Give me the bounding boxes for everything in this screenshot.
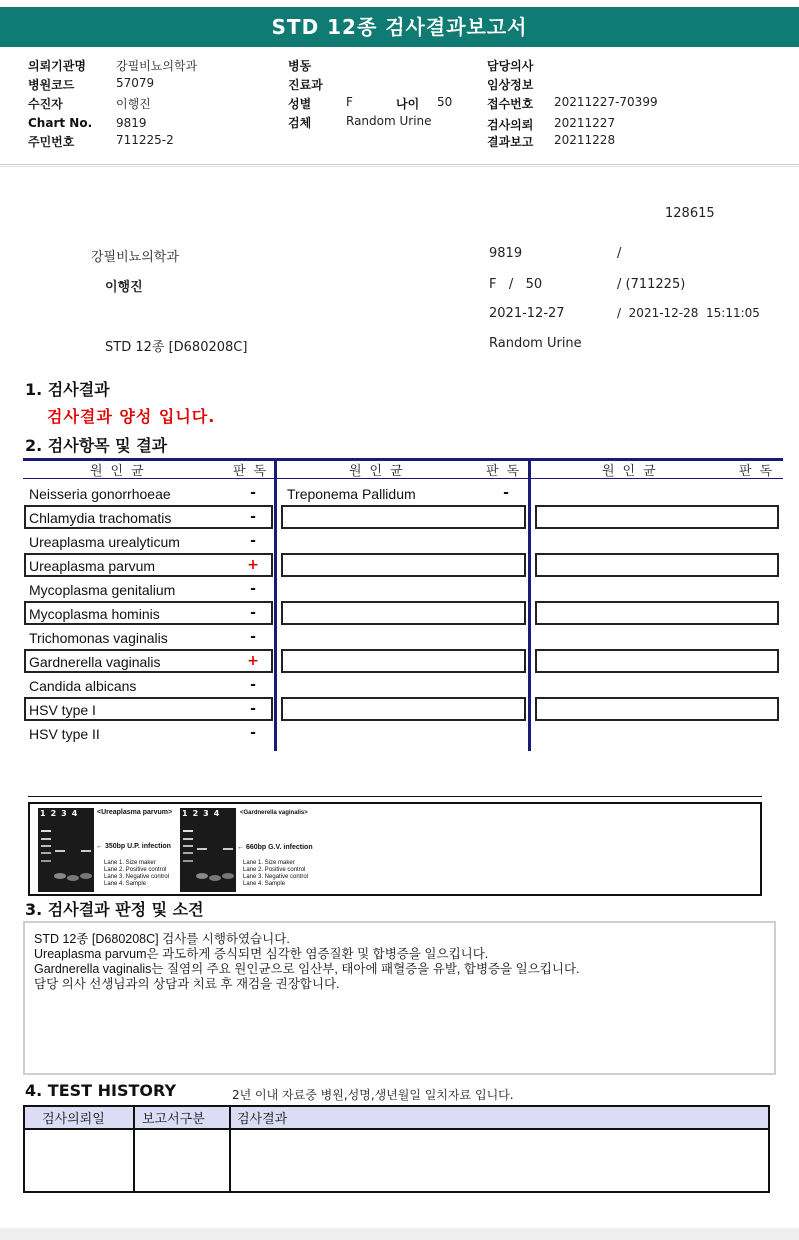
value-request-date: 20211227 [554,116,616,130]
summary-clinic: 강필비뇨의학과 [91,250,179,265]
organism-name: Trichomonas vaginalis [29,630,168,646]
label-age: 나이 [396,97,420,111]
value-rrn: 711225-2 [116,133,174,147]
organism-result: - [250,629,256,645]
organism-name: Treponema Pallidum [287,486,416,502]
organism-name: Mycoplasma genitalium [29,582,176,598]
value-hospital-code: 57079 [116,76,155,90]
row-box [281,697,526,721]
row-box [535,649,779,673]
header-organism: 원인균 [602,464,664,479]
history-header [25,1107,768,1130]
gel-top-line [28,796,762,797]
section1-title: 1. 검사결과 [25,380,110,399]
organism-name: Mycoplasma hominis [29,606,160,622]
label-department: 진료과 [288,78,323,92]
gel-panel1-marker: ← 350bp U.P. infection [96,843,171,850]
divider [0,164,799,165]
summary-slash: / [617,246,622,261]
header-organism: 원인균 [349,464,411,479]
value-client: 강필비뇨의학과 [116,59,198,73]
label-doctor: 담당의사 [487,59,534,73]
label-patient: 수진자 [28,97,63,111]
section2-title: 2. 검사항목 및 결과 [25,436,168,455]
organism-name: Ureaplasma urealyticum [29,534,180,550]
summary-id: 128615 [665,206,715,221]
gel-panel1-legend: Lane 1. Size maker Lane 2. Positive control Lane 3. Negative control Lane 4. Sample [104,860,170,887]
section1-result: 검사결과 양성 입니다. [47,407,216,426]
organism-name-positive: Ureaplasma parvum [29,558,156,574]
gel-image [28,802,762,896]
history-table [23,1105,770,1193]
organism-result: - [250,725,256,741]
organism-result: - [250,581,256,597]
organism-result: - [250,485,256,501]
organism-result: - [503,485,509,501]
section4-note: 2년 이내 자료중 병원,성명,생년월일 일치자료 입니다. [232,1088,514,1102]
label-receipt-no: 접수번호 [487,97,534,111]
value-specimen: Random Urine [346,114,432,128]
organism-name: Chlamydia trachomatis [29,510,172,526]
organism-result: - [250,605,256,621]
opinion-line: STD 12종 [D680208C] 검사를 시행하였습니다. [34,932,290,946]
label-rrn: 주민번호 [28,135,75,149]
label-request-date: 검사의뢰 [487,118,534,132]
summary-patient: 이행진 [105,280,143,295]
value-age: 50 [437,95,453,109]
report-title: STD 12종 검사결과보고서 [0,7,799,47]
opinion-line: 담당 의사 선생님과의 상담과 치료 후 재검을 권장합니다. [34,977,340,991]
organism-result-positive: + [247,557,259,573]
history-col-request-date: 검사의뢰일 [42,1112,105,1127]
gel-panel2-legend: Lane 1. Size maker Lane 2. Positive control Lane 3. Negative control Lane 4. Sample [243,860,309,887]
gel-lane-image [180,808,236,892]
value-receipt-no: 20211227-70399 [554,95,658,109]
summary-test-name: STD 12종 [D680208C] [105,340,248,355]
organism-name: Neisseria gonorrhoeae [29,486,171,502]
opinion-line: Gardnerella vaginalis는 질염의 주요 원인균으로 임산부, 태아에 패혈증을 유발, 합병증을 일으킵니다. [34,962,580,976]
organism-name: HSV type II [29,726,100,742]
organism-name: Candida albicans [29,678,137,694]
label-clinical-info: 임상정보 [487,78,534,92]
label-chart: Chart No. [28,116,93,130]
organism-name-positive: Gardnerella vaginalis [29,654,161,670]
label-sex: 성별 [288,97,312,111]
row-box [535,697,779,721]
footer-bar [0,1228,799,1240]
row-box [281,553,526,577]
summary-birth: / (711225) [617,277,686,292]
label-specimen: 검체 [288,116,312,130]
value-report-date: 20211228 [554,133,616,147]
summary-chart: 9819 [489,246,523,261]
opinion-box [23,921,776,1075]
gel-panel2-title: <Gardnerella vaginalis> [240,810,308,816]
opinion-line: Ureaplasma parvum은 과도하게 증식되면 심각한 염증질환 및 합병증을 일으킵니다. [34,947,489,961]
organism-result: - [250,677,256,693]
summary-date-received: 2021-12-27 [489,306,565,321]
history-col-report-type: 보고서구분 [142,1112,205,1127]
label-ward: 병동 [288,59,312,73]
column-divider [528,458,531,751]
organism-result-positive: + [247,653,259,669]
section4-title: 4. TEST HISTORY [25,1081,177,1100]
section3-title: 3. 검사결과 판정 및 소견 [25,900,204,919]
summary-date-reported: / 2021-12-28 15:11:05 [617,306,760,320]
divider [0,166,799,167]
gel-lane-image [38,808,94,892]
column-divider [133,1107,135,1191]
organism-result: - [250,533,256,549]
header-judgement: 판독 [486,464,528,479]
header-judgement: 판독 [233,464,275,479]
summary-sex-age: F / 50 [489,277,543,292]
value-chart: 9819 [116,116,147,130]
organism-name: HSV type I [29,702,96,718]
header-judgement: 판독 [739,464,781,479]
organism-result: - [250,701,256,717]
label-client: 의뢰기관명 [28,59,86,73]
history-col-result: 검사결과 [237,1112,288,1127]
value-sex: F [346,95,353,109]
gel-lane-numbers: 1234 [182,809,225,818]
label-hospital-code: 병원코드 [28,78,75,92]
row-box [281,505,526,529]
gel-panel1-title: <Ureaplasma parvum> [97,809,173,816]
row-box [535,601,779,625]
row-box [535,553,779,577]
summary-specimen: Random Urine [489,336,582,351]
organism-result: - [250,509,256,525]
column-divider [229,1107,231,1191]
gel-lane-numbers: 1234 [40,809,83,818]
row-box [281,601,526,625]
header-organism: 원인균 [90,464,152,479]
label-report-date: 결과보고 [487,135,534,149]
row-box [535,505,779,529]
column-divider [274,458,277,751]
value-patient: 이행진 [116,97,151,111]
gel-panel2-marker: ← 660bp G.V. infection [237,844,313,851]
row-box [281,649,526,673]
